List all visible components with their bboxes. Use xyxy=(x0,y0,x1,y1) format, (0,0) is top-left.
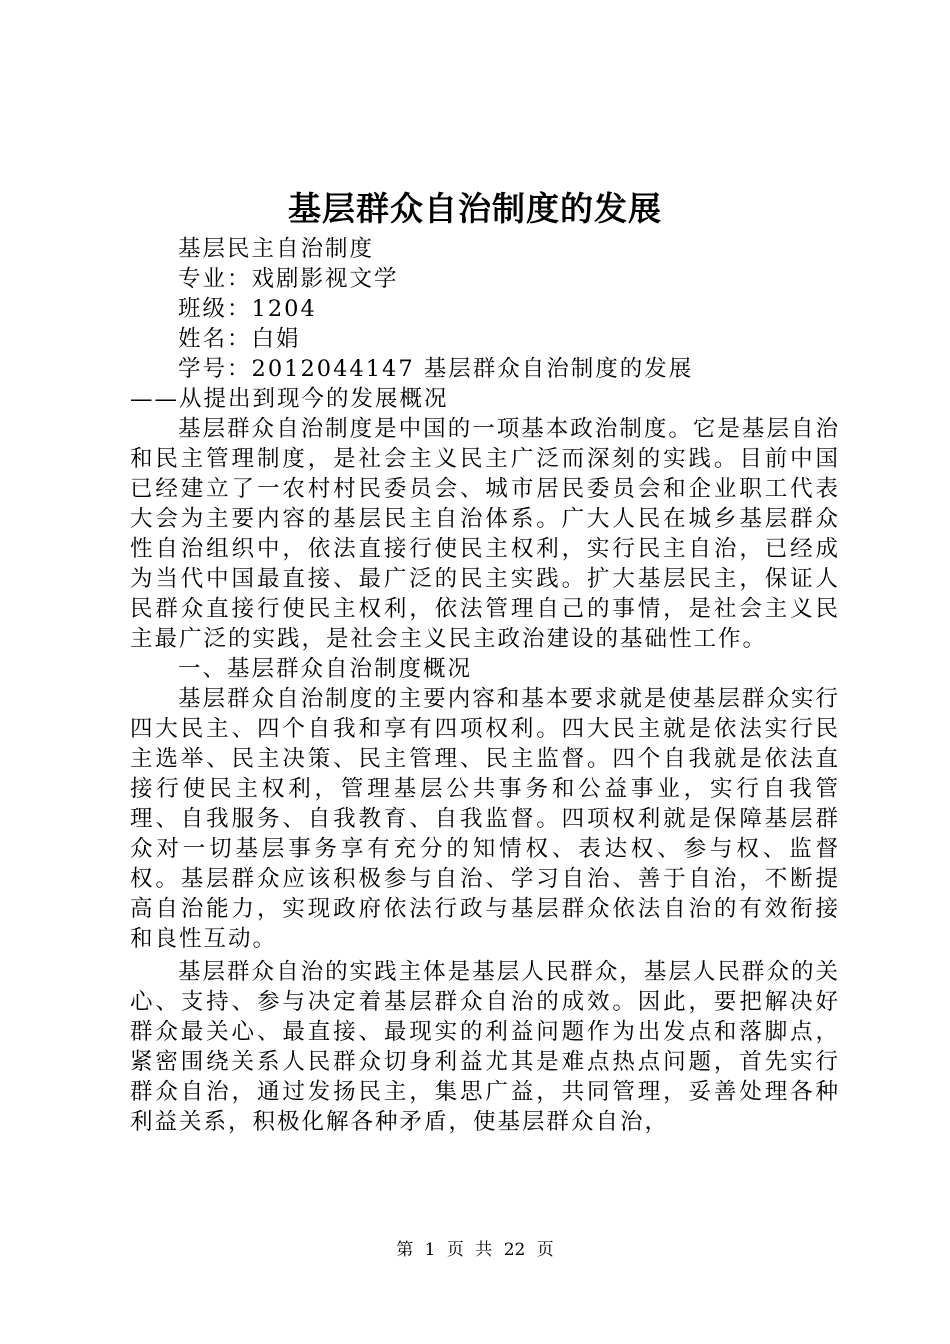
section-heading-overview: 一、基层群众自治制度概况 xyxy=(178,656,473,682)
page-number-footer: 第 1 页 共 22 页 xyxy=(396,1240,554,1260)
document-body xyxy=(130,234,840,1137)
document-title: 基层群众自治制度的发展 xyxy=(288,189,662,228)
meta-line-student-id: 学号：2012044147 基层群众自治制度的发展 xyxy=(178,356,694,382)
paragraph-practice: 基层群众自治的实践主体是基层人民群众，基层人民群众的关心、支持、参与决定着基层群众自治的成效。因此，要把解决好群众最关心、最直接、最现实的利益问题作为出发点和落脚点，紧密围绕关系人民群众切身利益尤其是难点热点问题，首先实行群众自治，通过发扬民主，集思广益，共同管理，妥善处理各种利益关系，积极化解各种矛盾，使基层群众自治， xyxy=(130,959,840,1135)
meta-line-class: 班级：1204 xyxy=(178,296,317,322)
paragraph-intro: 基层群众自治制度是中国的一项基本政治制度。它是基层自治和民主管理制度，是社会主义民主广泛而深刻的实践。目前中国已经建立了一农村村民委员会、城市居民委员会和企业职工代表大会为主要内容的基层民主自治体系。广大人民在城乡基层群众性自治组织中，依法直接行使民主权利，实行民主自治，已经成为当代中国最直接、最广泛的民主实践。扩大基层民主，保证人民群众直接行使民主权利，依法管理自己的事情，是社会主义民主最广泛的实践，是社会主义民主政治建设的基础性工作。 xyxy=(130,416,840,652)
meta-line-subject: 基层民主自治制度 xyxy=(178,236,375,262)
subtitle: ——从提出到现今的发展概况 xyxy=(130,386,449,412)
meta-line-name: 姓名：白娟 xyxy=(178,326,301,352)
meta-line-major: 专业：戏剧影视文学 xyxy=(178,266,399,292)
paragraph-overview: 基层群众自治制度的主要内容和基本要求就是使基层群众实行四大民主、四个自我和享有四项权利。四大民主就是依法实行民主选举、民主决策、民主管理、民主监督。四个自我就是依法直接行使民主权利，管理基层公共事务和公益事业，实行自我管理、自我服务、自我教育、自我监督。四项权利就是保障基层群众对一切基层事务享有充分的知情权、表达权、参与权、监督权。基层群众应该积极参与自治、学习自治、善于自治，不断提高自治能力，实现政府依法行政与基层群众依法自治的有效衔接和良性互动。 xyxy=(130,686,840,952)
